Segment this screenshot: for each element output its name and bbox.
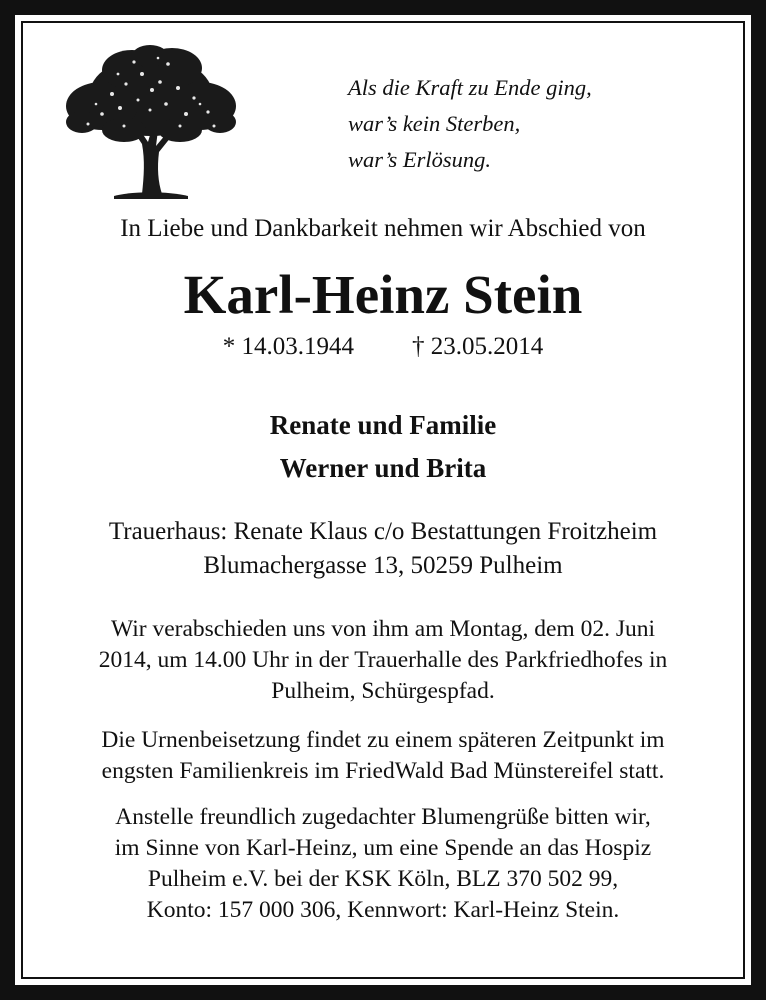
- mourners: [0, 404, 766, 490]
- poem-line: war’s Erlösung.: [348, 147, 491, 172]
- burial-paragraph: [0, 725, 766, 787]
- service-line: 2014, um 14.00 Uhr in der Trauerhalle des Parkfriedhofes in: [98, 647, 668, 673]
- donation-line: Pulheim e.V. bei der KSK Köln, BLZ 370 502 99,: [147, 866, 619, 892]
- service-line: Wir verabschieden uns von ihm am Montag, dem 02. Juni: [110, 616, 656, 642]
- poem: [348, 70, 708, 178]
- mourner-line: Werner und Brita: [279, 453, 487, 483]
- service-line: Pulheim, Schürgespfad.: [271, 678, 495, 704]
- donation-line: Konto: 157 000 306, Kennwort: Karl-Heinz Stein.: [146, 897, 620, 923]
- burial-line: Die Urnenbeisetzung findet zu einem späteren Zeitpunkt im: [101, 727, 665, 753]
- donation-line: Anstelle freundlich zugedachter Blumengrüße bitten wir,: [115, 804, 651, 830]
- service-paragraph: [0, 614, 766, 707]
- address-line: Blumachergasse 13, 50259 Pulheim: [203, 552, 563, 579]
- mourning-house-address: [0, 515, 766, 583]
- donation-line: im Sinne von Karl-Heinz, um eine Spende an das Hospiz: [114, 835, 652, 861]
- birth-date: * 14.03.1944: [222, 333, 354, 360]
- address-line: Trauerhaus: Renate Klaus c/o Bestattungen Froitzheim: [108, 518, 658, 545]
- poem-line: war’s kein Sterben,: [348, 111, 521, 136]
- intro-text: In Liebe und Dankbarkeit nehmen wir Abschied von: [120, 215, 646, 242]
- life-dates: [0, 330, 766, 364]
- deceased-name: Karl-Heinz Stein: [183, 264, 583, 325]
- mourner-line: Renate und Familie: [269, 410, 497, 440]
- death-date: † 23.05.2014: [412, 333, 544, 360]
- burial-line: engsten Familienkreis im FriedWald Bad Münstereifel statt.: [101, 758, 665, 784]
- poem-line: Als die Kraft zu Ende ging,: [348, 75, 592, 100]
- donation-paragraph: [0, 802, 766, 926]
- tree-icon: [62, 44, 240, 200]
